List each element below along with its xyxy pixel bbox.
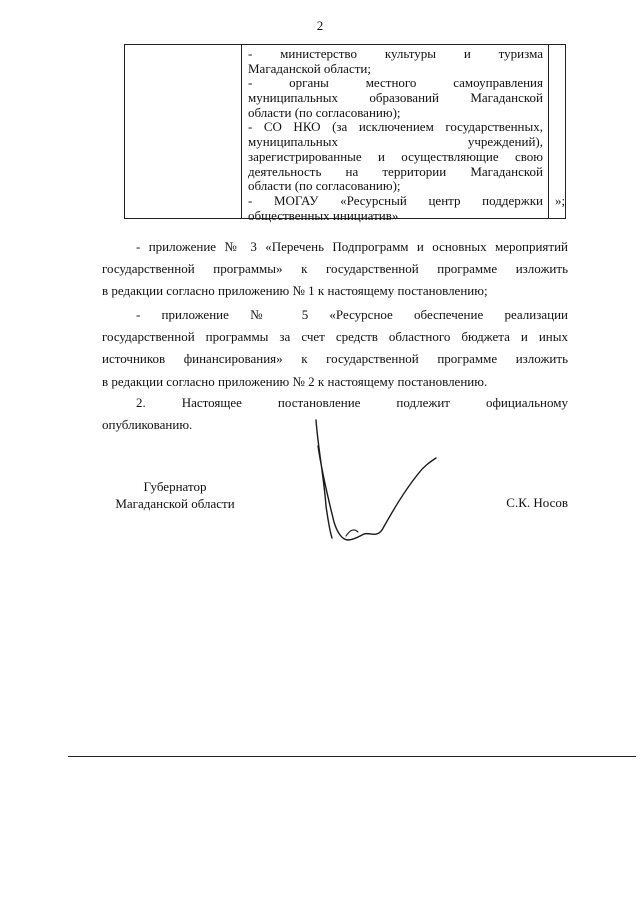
table-line: зарегистрированные и осуществляющие свою	[248, 148, 543, 164]
table-line: области (по согласованию);	[248, 178, 401, 194]
table-cell-executors	[242, 45, 549, 223]
signatory-name: С.К. Носов	[506, 495, 568, 510]
paragraph-line: источников финансирования» к государственной программе изложить	[102, 351, 568, 367]
signatory-title-line: Магаданской области	[115, 496, 235, 511]
signatory-title-line: Губернатор	[143, 479, 207, 494]
table-line: муниципальных учреждений),	[248, 134, 543, 150]
paragraph-line: опубликованию.	[102, 417, 193, 433]
paragraph-appendix-5	[102, 304, 568, 393]
paragraph-line: - приложение № 5 «Ресурсное обеспечение реализации	[136, 307, 568, 322]
table-line: - органы местного самоуправления	[248, 75, 543, 91]
paragraph-appendix-3	[102, 236, 568, 303]
table-line: - МОГАУ «Ресурсный центр поддержки	[248, 192, 543, 208]
table-line: - министерство культуры и туризма	[248, 46, 543, 61]
paragraph-line: государственной программы за счет средств областного бюджета и иных	[102, 329, 568, 345]
page-number: 2	[316, 18, 324, 33]
table-line: области (по согласованию);	[248, 104, 401, 120]
paragraph-line: государственной программы» к государственной программе изложить	[102, 261, 568, 277]
table-empty-cell	[125, 45, 242, 218]
closing-quote: »;	[555, 193, 566, 208]
executors-list	[248, 47, 543, 223]
handwritten-signature	[300, 418, 440, 558]
table-quote-cell	[549, 45, 565, 218]
paragraph-line: в редакции согласно приложению № 1 к настоящему постановлению;	[102, 283, 488, 299]
table-line: Магаданской области;	[248, 60, 371, 76]
table-line: деятельность на территории Магаданской	[248, 163, 543, 179]
paragraph-line: в редакции согласно приложению № 2 к настоящему постановлению.	[102, 373, 488, 389]
table-line: - СО НКО (за исключением государственных,	[248, 119, 543, 135]
signatory-title	[0, 478, 350, 512]
paragraph-line: 2. Настоящее постановление подлежит официальному	[136, 395, 568, 410]
responsible-table	[124, 44, 566, 223]
footer-divider	[68, 756, 636, 757]
table-line: муниципальных образований Магаданской	[248, 90, 543, 106]
paragraph-line: - приложение № 3 «Перечень Подпрограмм и основных мероприятий	[136, 239, 568, 254]
table-line: общественных инициатив»	[248, 207, 399, 223]
